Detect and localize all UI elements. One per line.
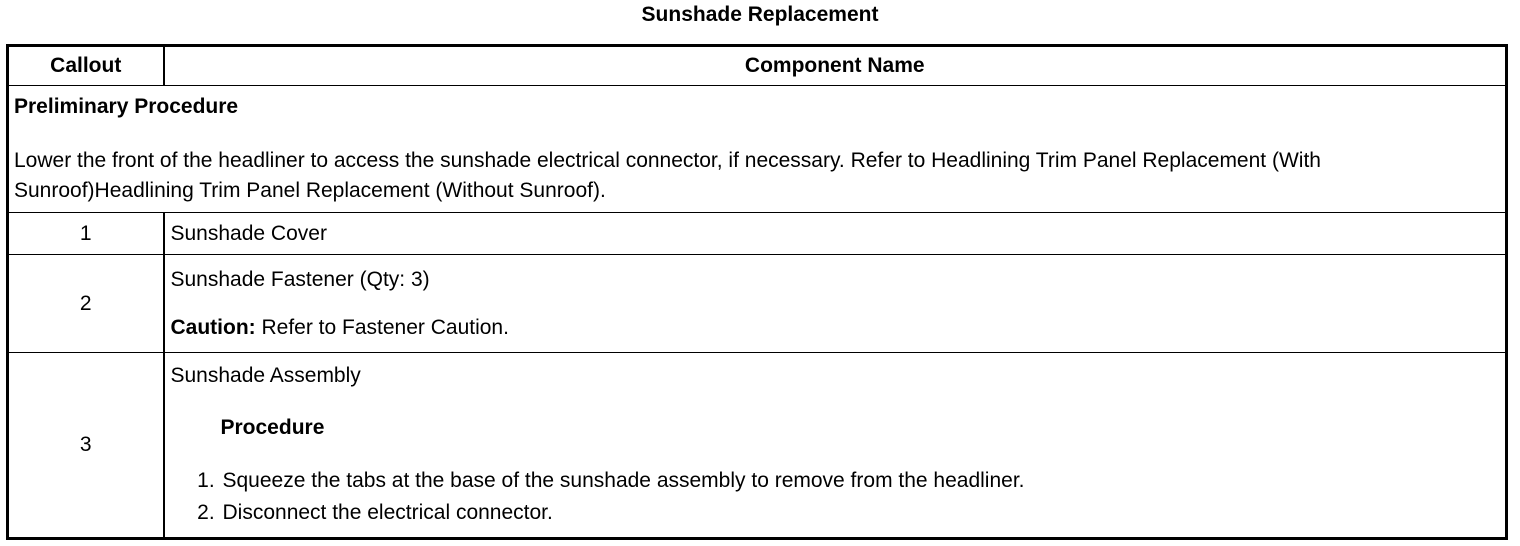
- table-row: [8, 353, 1507, 539]
- callout-number: 1: [8, 213, 164, 255]
- procedure-heading: Procedure: [220, 416, 325, 439]
- component-name: Sunshade Fastener (Qty: 3): [170, 267, 430, 291]
- caution-text: Refer to Fastener Caution.: [255, 315, 509, 339]
- procedure-step: 1. Squeeze the tabs at the base of the sunshade assembly to remove from the headliner.: [221, 465, 1500, 497]
- component-name: Sunshade Assembly: [170, 364, 361, 387]
- caution-note: [171, 313, 1500, 343]
- preliminary-text: Lower the front of the headliner to access the sunshade electrical connector, if necessary. Refer to Headlining Trim Panel Replacement (With Sunroof)Headlining Trim Panel Replacement (Without Sunroof).: [14, 149, 1321, 202]
- preliminary-row: [8, 86, 1507, 213]
- procedure-steps: [171, 465, 1500, 529]
- caution-label: Caution:: [170, 315, 256, 339]
- preliminary-cell: [8, 86, 1507, 213]
- page-title: Sunshade Replacement: [641, 3, 879, 26]
- component-name-column-header: Component Name: [164, 46, 1507, 86]
- callout-column-header: Callout: [8, 46, 164, 86]
- component-name: Sunshade Cover: [164, 213, 1507, 255]
- callout-number: 3: [8, 353, 164, 539]
- component-table: [6, 44, 1508, 540]
- table-row: [8, 255, 1507, 353]
- table-header-row: [8, 46, 1507, 86]
- callout-number: 2: [8, 255, 164, 353]
- preliminary-heading: Preliminary Procedure: [14, 95, 239, 118]
- component-cell: [164, 353, 1507, 539]
- component-cell: [164, 255, 1507, 353]
- procedure-step: 2. Disconnect the electrical connector.: [221, 497, 1500, 529]
- component-table-container: [6, 44, 1508, 540]
- table-row: [8, 213, 1507, 255]
